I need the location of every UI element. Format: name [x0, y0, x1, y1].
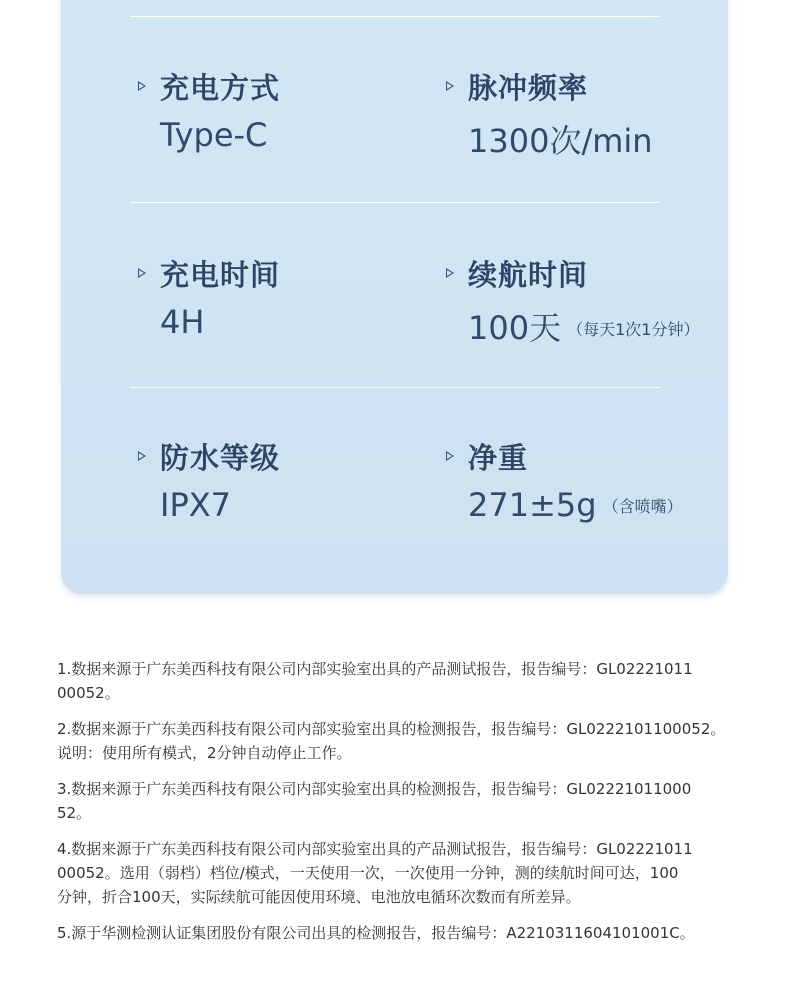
- footnote-line: 2.数据来源于广东美西科技有限公司内部实验室出具的检测报告，报告编号：GL0222101100052。: [57, 720, 726, 738]
- spec-value: Type-C: [160, 116, 268, 154]
- footnote: [57, 777, 747, 825]
- divider: [130, 387, 660, 388]
- spec-label: 防水等级: [160, 441, 281, 475]
- spec-label: 充电时间: [160, 258, 281, 292]
- footnote-line: 1.数据来源于广东美西科技有限公司内部实验室出具的产品测试报告，报告编号：GL02221011: [57, 660, 693, 678]
- footnote-line: 00052。: [57, 684, 120, 702]
- spec-label: 净重: [468, 441, 529, 475]
- footnote-line: 5.源于华测检测认证集团股份有限公司出具的检测报告，报告编号：A2210311604101001C。: [57, 924, 695, 942]
- spec-value: 100天 （每天1次1分钟）: [468, 309, 700, 347]
- footnote: [57, 717, 747, 765]
- spec-value: 1300次/min: [468, 122, 653, 160]
- play-arrow-icon: [138, 81, 146, 91]
- footnote: [57, 921, 747, 945]
- footnote-line: 3.数据来源于广东美西科技有限公司内部实验室出具的检测报告，报告编号：GL02221011000: [57, 780, 692, 798]
- play-arrow-icon: [138, 451, 146, 461]
- play-arrow-icon: [446, 81, 454, 91]
- footnote-line: 说明：使用所有模式，2分钟自动停止工作。: [57, 744, 352, 762]
- spec-note: （每天1次1分钟）: [567, 320, 700, 339]
- divider: [130, 16, 660, 17]
- footnotes: [57, 657, 747, 957]
- spec-note: （含喷嘴）: [602, 497, 683, 516]
- play-arrow-icon: [446, 451, 454, 461]
- spec-value: 4H: [160, 303, 205, 341]
- footnote: [57, 657, 747, 705]
- footnote-line: 分钟，折合100天，实际续航可能因使用环境、电池放电循环次数而有所差异。: [57, 888, 581, 906]
- spec-label: 脉冲频率: [468, 71, 589, 105]
- spec-label: 续航时间: [468, 258, 589, 292]
- footnote-line: 4.数据来源于广东美西科技有限公司内部实验室出具的产品测试报告，报告编号：GL02221011: [57, 840, 693, 858]
- divider: [130, 202, 660, 203]
- spec-label: 充电方式: [160, 71, 281, 105]
- footnote-line: 52。: [57, 804, 92, 822]
- play-arrow-icon: [446, 268, 454, 278]
- footnote: [57, 837, 747, 909]
- spec-value: IPX7: [160, 486, 232, 524]
- play-arrow-icon: [138, 268, 146, 278]
- footnote-line: 00052。选用（弱档）档位/模式，一天使用一次，一次使用一分钟，测的续航时间可达，100: [57, 864, 679, 882]
- spec-value: 271±5g （含喷嘴）: [468, 486, 683, 524]
